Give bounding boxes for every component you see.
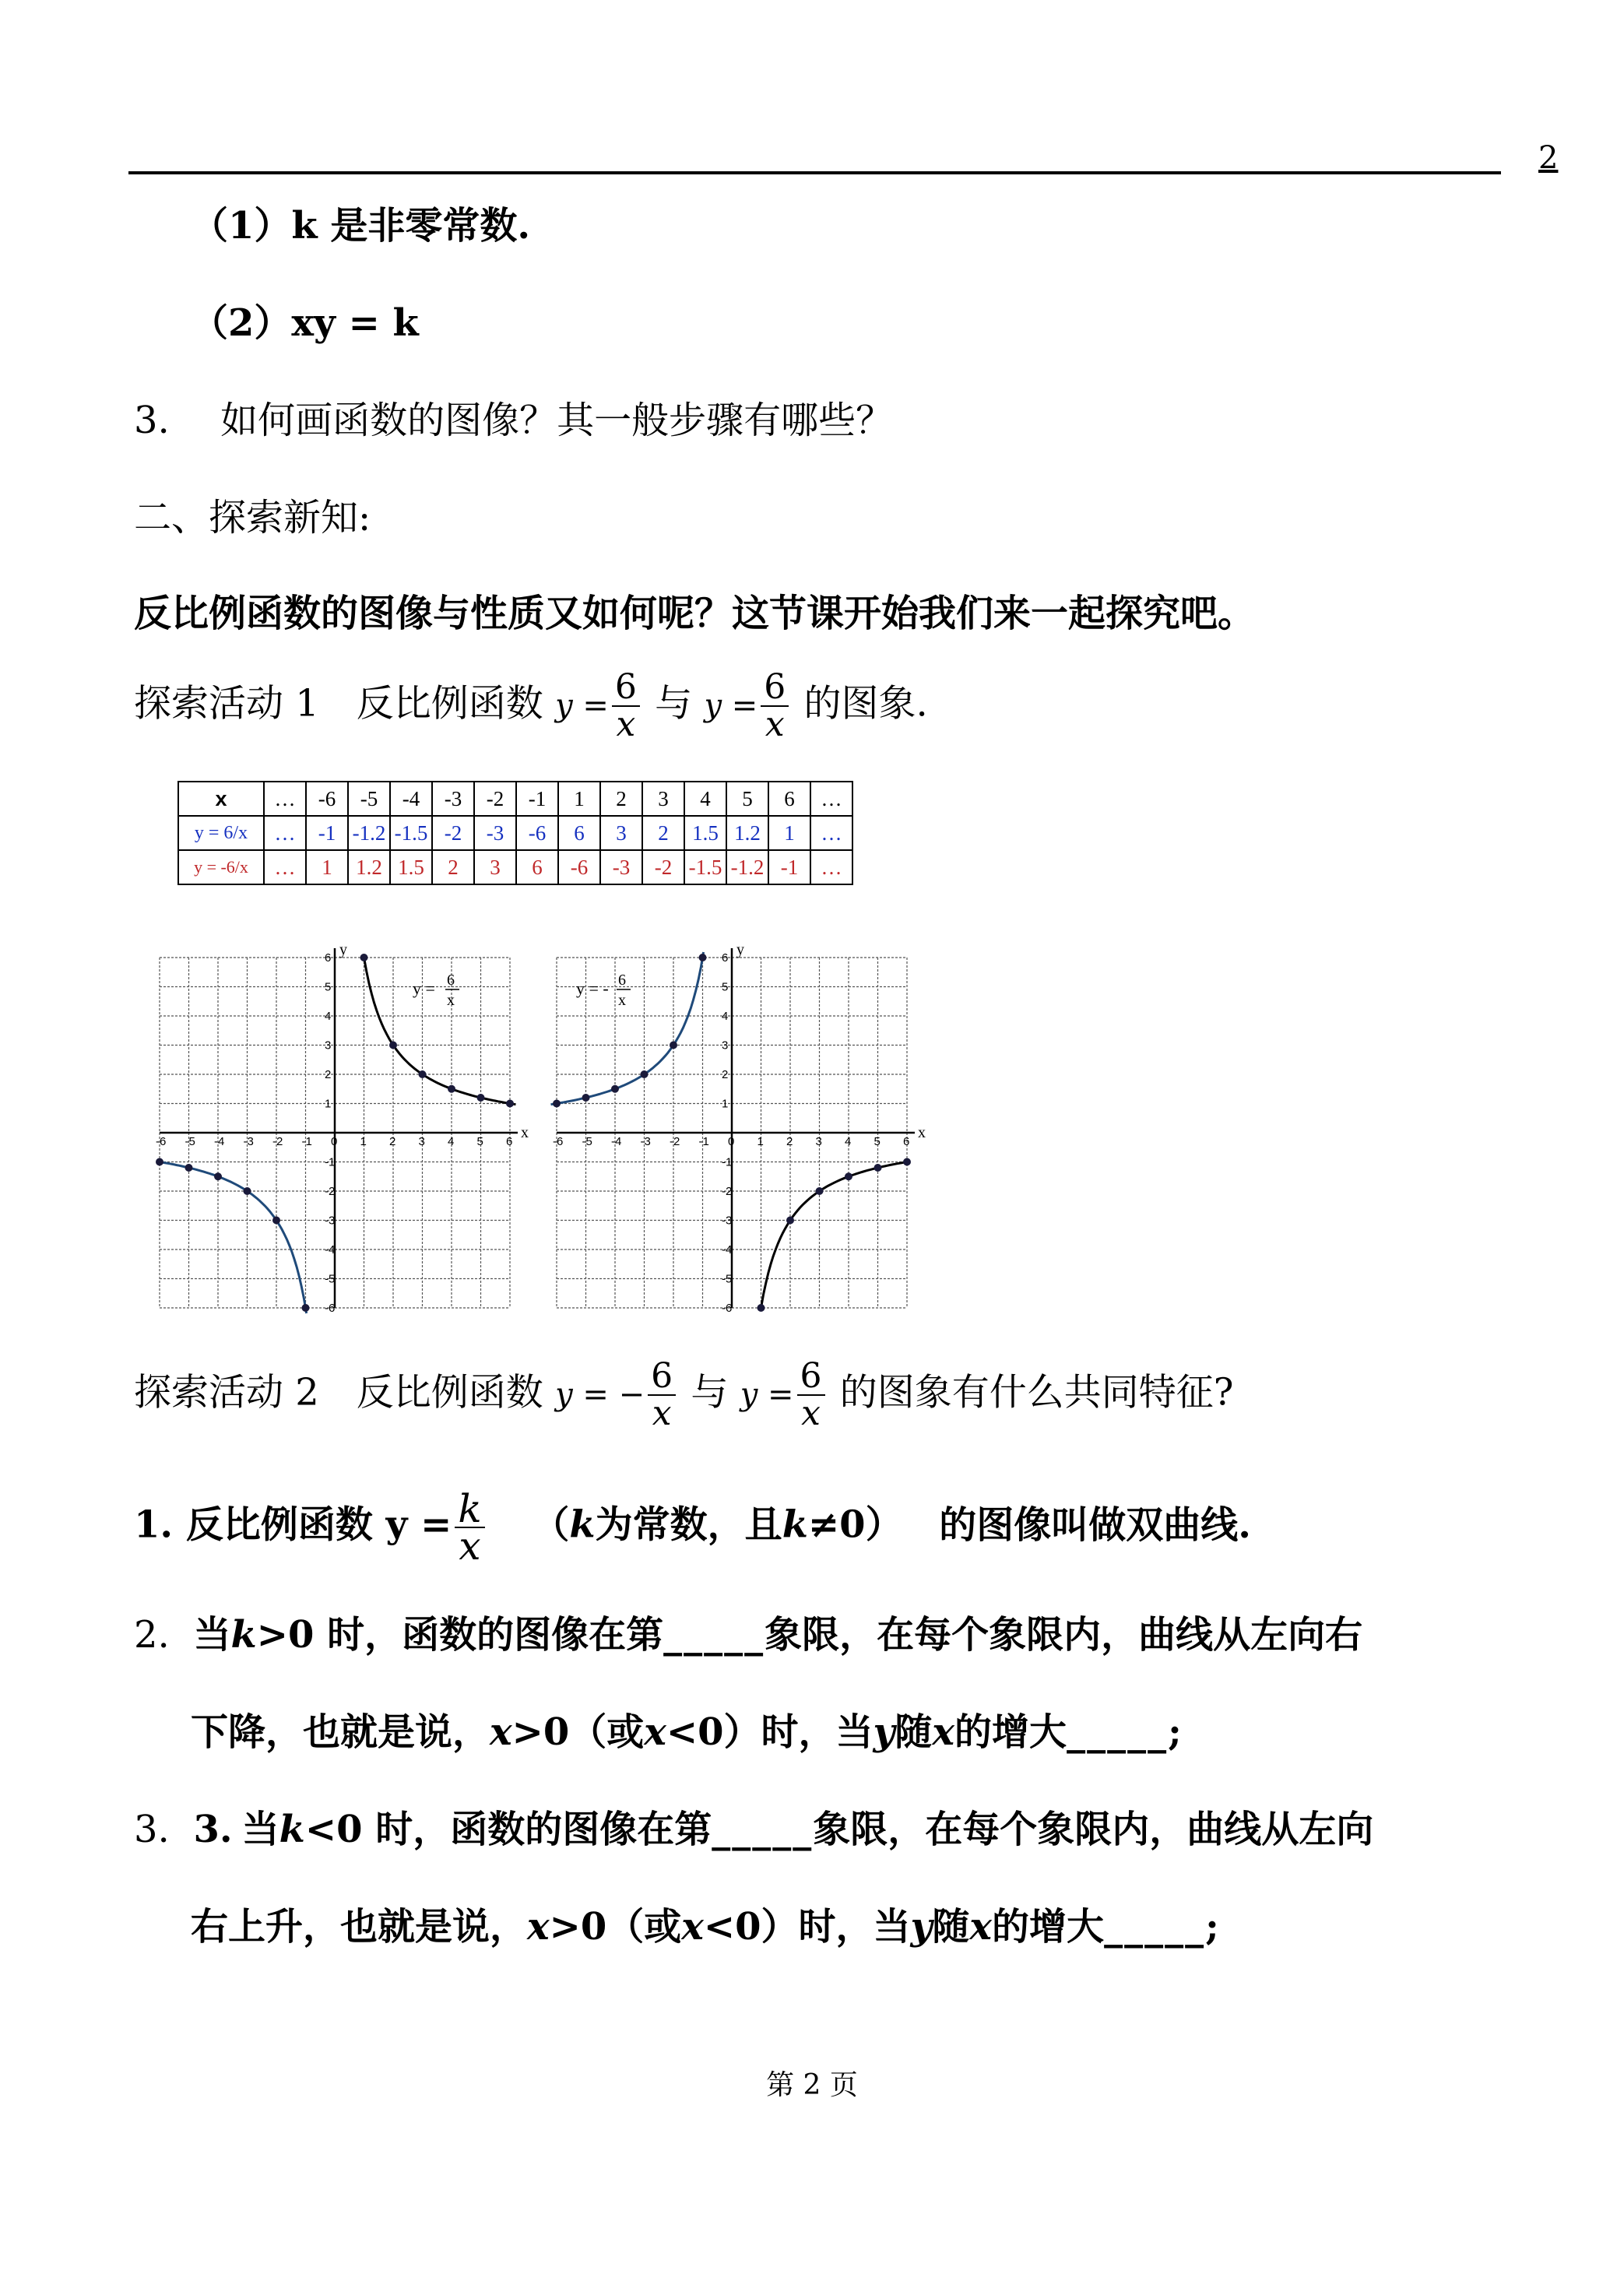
x-tick-label: 0: [728, 1135, 735, 1148]
activity-2-prefix: 探索活动 2 反比例函数: [134, 1370, 543, 1415]
curve-label-den: x: [447, 992, 455, 1009]
table-cell: 6: [558, 816, 600, 850]
y-tick-label: 1: [325, 1097, 332, 1111]
point-2-l2-f: ;: [1168, 1710, 1182, 1754]
point-2-l2-e: 的增大: [954, 1710, 1067, 1754]
x-tick-label: 3: [815, 1135, 822, 1148]
point-1-k2: k: [782, 1502, 808, 1547]
y-tick-label: -1: [325, 1155, 336, 1169]
table-cell: 5: [726, 782, 768, 816]
table-cell: 1.2: [726, 816, 768, 850]
activity-2-f1-num: 6: [648, 1358, 676, 1396]
activity-2-f2-num: 6: [797, 1358, 825, 1396]
table-header-x: x: [178, 782, 264, 816]
point-1-cond-open: （: [532, 1502, 570, 1547]
point-1-prefix: 1. 反比例函数 y =: [134, 1502, 452, 1547]
table-cell: -2: [474, 782, 516, 816]
formula-1-den: x: [616, 705, 636, 744]
data-point: [244, 1187, 251, 1195]
table-cell: -5: [348, 782, 390, 816]
x-tick-label: -3: [243, 1135, 254, 1148]
point-2-l2-b: >0（或: [511, 1710, 645, 1754]
y-tick-label: 3: [722, 1039, 729, 1053]
point-3-l2-b: >0（或: [549, 1905, 682, 1949]
curve-label-num: 6: [618, 972, 626, 989]
x-tick-label: -3: [640, 1135, 651, 1148]
data-point: [582, 1094, 590, 1102]
point-3-pre: 3.: [193, 1808, 233, 1851]
point-3-l2-d: 随: [932, 1905, 970, 1949]
table-cell: 4: [684, 782, 726, 816]
y-tick-label: -5: [325, 1272, 336, 1286]
table-cell: -6: [306, 782, 348, 816]
point-1: [134, 1486, 1252, 1569]
activity-2-suffix: 的图象有什么共同特征?: [839, 1370, 1234, 1415]
value-table-container: [178, 781, 853, 885]
x-tick-label: 0: [331, 1135, 338, 1148]
table-cell: 3: [474, 850, 516, 884]
point-3-l2-x3: x: [969, 1905, 993, 1949]
point-1-fraction: [455, 1486, 484, 1569]
point-3-k: k: [279, 1808, 305, 1851]
table-cell: …: [264, 782, 306, 816]
curve-branch-1: [551, 952, 704, 1105]
data-point: [185, 1164, 193, 1172]
formula-2-den: x: [765, 705, 785, 744]
point-2-a: 当: [193, 1613, 231, 1657]
y-tick-label: 2: [325, 1068, 332, 1081]
table-row-x: [178, 782, 852, 816]
y-tick-label: -5: [722, 1272, 733, 1286]
activity-2-f1-lhs: y = −: [555, 1376, 645, 1413]
point-3-l2-y: y: [910, 1905, 933, 1949]
x-tick-label: 1: [757, 1135, 764, 1148]
activity-1-suffix: 的图象.: [803, 681, 928, 726]
x-tick-label: -4: [214, 1135, 225, 1148]
curve-branch-2: [761, 1162, 908, 1309]
point-1-cond-mid: 为常数，且: [595, 1502, 782, 1547]
data-point: [389, 1042, 397, 1049]
table-cell: …: [810, 850, 852, 884]
table-cell: -1.2: [348, 816, 390, 850]
x-tick-label: 5: [874, 1135, 881, 1148]
data-point: [903, 1158, 911, 1166]
y-tick-label: -2: [722, 1185, 733, 1198]
point-2-l2-x1: x: [490, 1710, 512, 1754]
data-point: [816, 1187, 824, 1195]
point-2-blank-2: _____: [1067, 1710, 1169, 1754]
data-point: [156, 1158, 163, 1166]
table-header-pos: y = 6/x: [178, 816, 264, 850]
table-row-neg: [178, 850, 852, 884]
activity-2: [134, 1358, 1234, 1432]
curve-branch-1: [364, 958, 516, 1105]
table-cell: -6: [516, 816, 558, 850]
point-3-l2-e: 的增大: [992, 1905, 1105, 1949]
x-tick-label: -6: [553, 1135, 564, 1148]
question-3-number: 3.: [134, 399, 170, 442]
table-cell: 3: [600, 816, 642, 850]
point-2-k: k: [230, 1613, 257, 1657]
table-cell: -1: [768, 850, 810, 884]
data-point: [214, 1172, 222, 1180]
intro-text: 反比例函数的图像与性质又如何呢？这节课开始我们来一起探究吧。: [134, 592, 1256, 635]
y-tick-label: 5: [325, 980, 332, 994]
point-1-suffix: 的图像叫做双曲线.: [939, 1502, 1252, 1547]
curve-branch-2: [160, 1162, 307, 1314]
x-tick-label: 4: [448, 1135, 455, 1148]
table-cell: 6: [516, 850, 558, 884]
table-cell: …: [264, 850, 306, 884]
data-point: [448, 1085, 455, 1093]
table-cell: -6: [558, 850, 600, 884]
activity-1: [134, 667, 928, 744]
table-cell: …: [810, 782, 852, 816]
table-cell: 1: [558, 782, 600, 816]
table-cell: -1: [306, 816, 348, 850]
table-cell: -3: [432, 782, 474, 816]
table-cell: …: [810, 816, 852, 850]
curve-label-lhs: y = -: [576, 979, 609, 998]
data-point: [302, 1304, 310, 1312]
x-tick-label: 6: [506, 1135, 513, 1148]
point-3-l2-f: ;: [1205, 1905, 1219, 1949]
y-tick-label: 3: [325, 1039, 332, 1053]
x-tick-label: -6: [156, 1135, 167, 1148]
point-2-blank-1: _____: [663, 1613, 765, 1657]
value-table: [178, 781, 853, 885]
question-3: [134, 397, 893, 444]
y-tick-label: -2: [325, 1185, 336, 1198]
page-number: 2: [1538, 140, 1559, 176]
point-3-l2-a: 右上升，也就是说，: [191, 1905, 528, 1949]
data-point: [845, 1172, 852, 1180]
formula-2-num: 6: [761, 670, 789, 707]
x-tick-label: -5: [582, 1135, 592, 1148]
data-point: [272, 1217, 280, 1225]
y-tick-label: -6: [722, 1302, 733, 1315]
table-cell: -1.5: [684, 850, 726, 884]
activity-2-mid: 与: [691, 1370, 729, 1415]
header-rule: [128, 171, 1501, 174]
y-tick-label: 4: [722, 1010, 729, 1023]
point-3-l2-c: <0）时，当: [703, 1905, 911, 1949]
x-tick-label: 5: [476, 1135, 483, 1148]
y-tick-label: 6: [722, 951, 729, 965]
point-2-b: >0 时，函数的图像在第: [256, 1613, 664, 1657]
point-2-l2-a: 下降，也就是说，: [191, 1710, 490, 1754]
data-point: [699, 954, 707, 961]
x-tick-label: -5: [185, 1135, 195, 1148]
formula-1-lhs: y =: [555, 687, 609, 724]
x-tick-label: -1: [301, 1135, 312, 1148]
item-1: （1）k 是非零常数.: [191, 204, 531, 248]
table-cell: -1.2: [726, 850, 768, 884]
x-tick-label: -1: [698, 1135, 709, 1148]
table-cell: 2: [432, 850, 474, 884]
table-cell: 3: [642, 782, 684, 816]
data-point: [360, 954, 368, 961]
item-2: （2）xy = k: [191, 301, 419, 345]
data-point: [758, 1304, 765, 1312]
data-point: [786, 1217, 794, 1225]
point-1-cond-ne: ≠0）: [807, 1502, 903, 1547]
table-cell: -3: [600, 850, 642, 884]
curve-label-lhs: y =: [413, 979, 435, 998]
x-axis-label: x: [918, 1124, 926, 1141]
point-3-blank-1: _____: [712, 1808, 814, 1851]
y-axis-label: y: [339, 941, 347, 958]
table-cell: 1.5: [684, 816, 726, 850]
x-tick-label: -2: [272, 1135, 283, 1148]
point-2-l2-c: <0）时，当: [666, 1710, 874, 1754]
table-cell: 1: [306, 850, 348, 884]
point-3-line-2: [191, 1903, 1219, 1950]
point-2-l2-y: y: [873, 1710, 895, 1754]
y-tick-label: -4: [722, 1243, 733, 1256]
curve-label: [576, 972, 631, 1009]
curve-label-num: 6: [447, 972, 455, 989]
point-3-line-1: [134, 1806, 1373, 1853]
graph-negative: [518, 923, 985, 1315]
y-tick-label: 2: [722, 1068, 729, 1081]
y-tick-label: 6: [325, 951, 332, 965]
x-tick-label: 4: [845, 1135, 852, 1148]
formula-2-lhs: y =: [704, 687, 758, 724]
x-tick-label: 3: [418, 1135, 425, 1148]
y-tick-label: 5: [722, 980, 729, 994]
point-1-num: k: [455, 1491, 484, 1528]
page-footer: 第 2 页: [766, 2069, 858, 2101]
point-2-l2-d: 随: [895, 1710, 933, 1754]
point-3-l2-x2: x: [681, 1905, 704, 1949]
table-cell: -1: [516, 782, 558, 816]
formula-2-fraction: [761, 667, 789, 744]
data-point: [506, 1100, 514, 1108]
table-cell: -2: [642, 850, 684, 884]
point-1-den: x: [459, 1524, 481, 1569]
y-tick-label: -3: [325, 1214, 336, 1228]
point-2-line-1: [134, 1611, 1362, 1658]
x-tick-label: 2: [786, 1135, 793, 1148]
activity-2-f2-fraction: [797, 1358, 825, 1432]
y-axis-label: y: [736, 941, 744, 958]
curve-label: [413, 972, 459, 1009]
section-title: 二、探索新知:: [134, 496, 371, 539]
table-row-pos: [178, 816, 852, 850]
point-2-number: 2.: [134, 1613, 170, 1657]
y-tick-label: 1: [722, 1097, 729, 1111]
activity-1-mid: 与: [655, 681, 693, 726]
point-2-l2-x3: x: [932, 1710, 955, 1754]
point-3-c: 象限，在每个象限内，曲线从左向: [813, 1808, 1374, 1851]
point-3-l2-x1: x: [527, 1905, 550, 1949]
x-tick-label: 1: [360, 1135, 367, 1148]
y-tick-label: -4: [325, 1243, 336, 1256]
point-3-a: 当: [241, 1808, 279, 1851]
table-cell: 1.2: [348, 850, 390, 884]
graph-positive: [156, 923, 529, 1315]
data-point: [641, 1070, 649, 1078]
data-point: [419, 1070, 427, 1078]
activity-2-f2-lhs: y =: [740, 1376, 794, 1413]
data-point: [670, 1042, 677, 1049]
point-2-l2-x2: x: [644, 1710, 666, 1754]
curve-label-den: x: [618, 992, 626, 1009]
activity-2-f1-den: x: [652, 1394, 672, 1433]
y-tick-label: -1: [722, 1155, 733, 1169]
table-cell: 1: [768, 816, 810, 850]
table-cell: 2: [600, 782, 642, 816]
point-3-number: 3.: [134, 1808, 170, 1851]
data-point: [477, 1094, 485, 1102]
point-2-c: 象限，在每个象限内，曲线从左向右: [765, 1613, 1363, 1657]
x-tick-label: 2: [389, 1135, 396, 1148]
table-cell: -4: [390, 782, 432, 816]
formula-1-num: 6: [612, 670, 640, 707]
activity-2-f2-den: x: [801, 1394, 821, 1433]
x-tick-label: -4: [611, 1135, 622, 1148]
table-cell: -1.5: [390, 816, 432, 850]
x-axis-label: x: [521, 1124, 529, 1141]
table-cell: -2: [432, 816, 474, 850]
y-tick-label: -6: [325, 1302, 336, 1315]
activity-2-f1-fraction: [648, 1358, 676, 1432]
x-tick-label: 6: [903, 1135, 910, 1148]
table-cell: …: [264, 816, 306, 850]
activity-1-prefix: 探索活动 1 反比例函数: [134, 681, 543, 726]
table-cell: 2: [642, 816, 684, 850]
table-cell: -3: [474, 816, 516, 850]
table-cell: 6: [768, 782, 810, 816]
point-3-blank-2: _____: [1104, 1905, 1206, 1949]
table-cell: 1.5: [390, 850, 432, 884]
data-point: [553, 1100, 561, 1108]
point-2-line-2: [191, 1709, 1182, 1756]
y-tick-label: -3: [722, 1214, 733, 1228]
question-3-text: 如何画函数的图像？其一般步骤有哪些？: [220, 399, 894, 442]
x-tick-label: -2: [670, 1135, 680, 1148]
table-header-neg: y = -6/x: [178, 850, 264, 884]
point-3-b: <0 时，函数的图像在第: [304, 1808, 712, 1851]
formula-1-fraction: [612, 667, 640, 744]
data-point: [611, 1085, 619, 1093]
data-point: [874, 1164, 882, 1172]
point-1-k1: k: [569, 1502, 596, 1547]
y-tick-label: 4: [325, 1010, 332, 1023]
